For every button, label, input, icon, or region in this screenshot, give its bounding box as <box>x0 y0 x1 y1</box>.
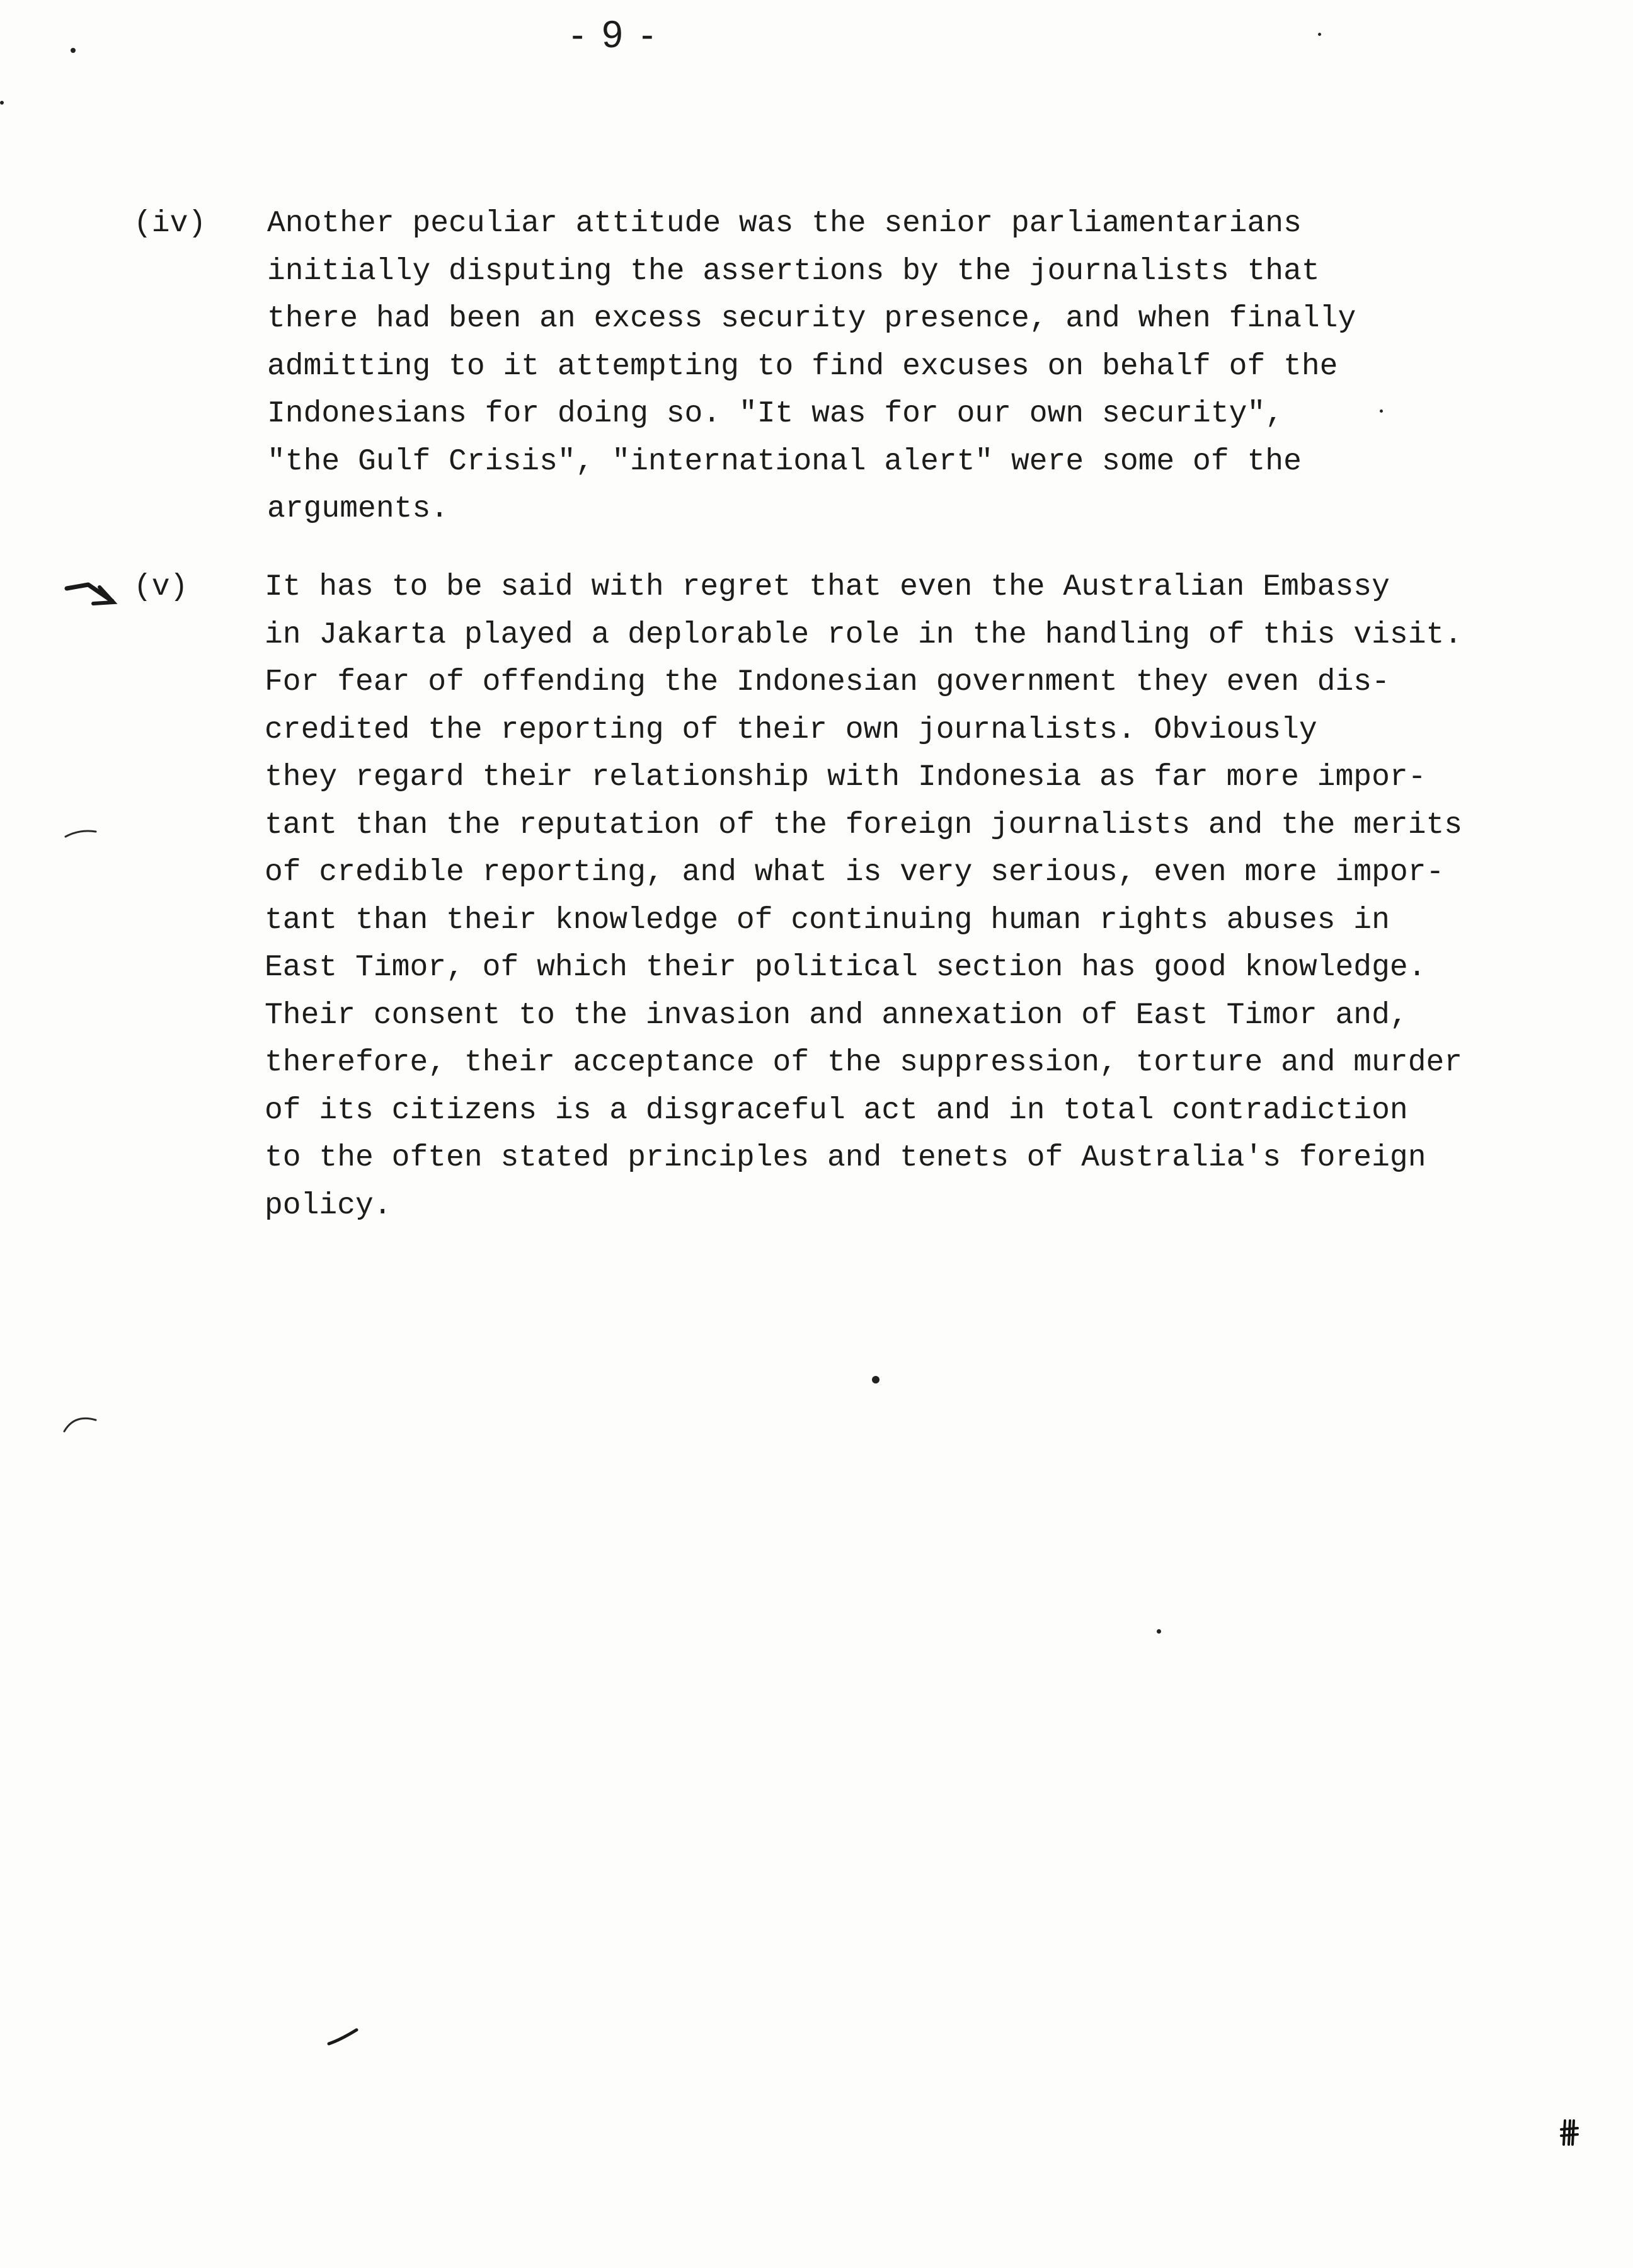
text-line: admitting to it attempting to find excuses on behalf of the <box>267 349 1338 384</box>
page-number: - 9 - <box>571 13 658 55</box>
text-line: in Jakarta played a deplorable role in the handling of this visit. <box>265 617 1463 652</box>
text-line: therefore, their acceptance of the suppression, torture and murder <box>265 1046 1463 1080</box>
scan-speck <box>1157 1629 1161 1634</box>
item-paragraph <box>265 564 1562 1230</box>
item-label: (v) <box>134 570 188 604</box>
text-line: It has to be said with regret that even the Australian Embassy <box>265 570 1390 604</box>
text-line: they regard their relationship with Indonesia as far more impor- <box>265 760 1426 794</box>
handwritten-dash-mark <box>63 824 101 843</box>
item-label: (iv) <box>134 207 207 241</box>
handwritten-hash-mark <box>1559 2117 1584 2148</box>
item-paragraph <box>267 200 1565 534</box>
text-line: of credible reporting, and what is very serious, even more impor- <box>265 856 1445 890</box>
text-line: tant than the reputation of the foreign journalists and the merits <box>265 808 1463 842</box>
text-line: tant than their knowledge of continuing human rights abuses in <box>265 903 1390 937</box>
text-line: there had been an excess security presence, and when finally <box>267 302 1356 336</box>
text-line: credited the reporting of their own journalists. Obviously <box>265 713 1317 747</box>
scan-speck <box>0 101 4 105</box>
scan-speck <box>1380 410 1383 413</box>
text-line: Their consent to the invasion and annexation of East Timor and, <box>265 998 1408 1033</box>
text-line: of its citizens is a disgraceful act and in total contradiction <box>265 1093 1408 1128</box>
scan-speck <box>71 48 76 53</box>
text-line: Another peculiar attitude was the senior parliamentarians <box>267 207 1302 241</box>
text-line: initially disputing the assertions by the journalists that <box>267 254 1320 289</box>
text-line: Indonesians for doing so. "It was for our own security", <box>267 397 1284 431</box>
text-line: East Timor, of which their political section has good knowledge. <box>265 951 1426 985</box>
text-line: arguments. <box>267 492 449 526</box>
handwritten-arc-mark <box>62 1410 106 1435</box>
handwritten-arrow-mark <box>63 577 132 609</box>
text-line: "the Gulf Crisis", "international alert" were some of the <box>267 444 1302 479</box>
handwritten-stroke-mark <box>326 2022 364 2048</box>
text-line: policy. <box>265 1188 392 1223</box>
text-line: to the often stated principles and tenets of Australia's foreign <box>265 1141 1426 1175</box>
scan-speck <box>872 1376 880 1383</box>
text-line: For fear of offending the Indonesian government they even dis- <box>265 665 1390 699</box>
scan-speck <box>1318 33 1321 36</box>
